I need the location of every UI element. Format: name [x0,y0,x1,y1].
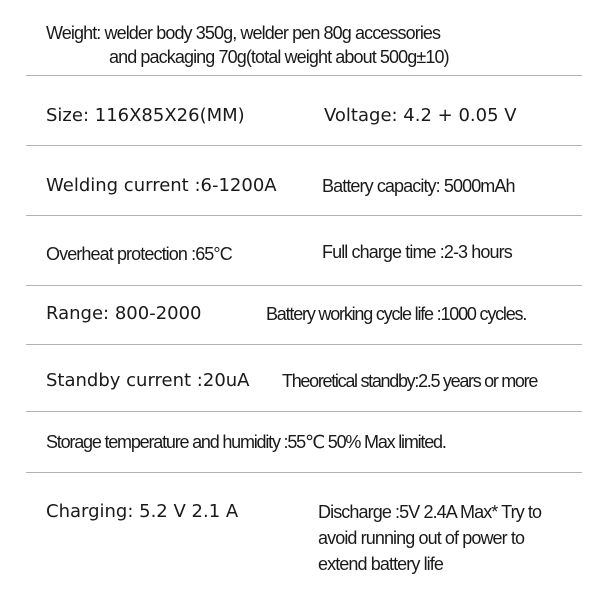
spec-charging: Charging: 5.2 V 2.1 A [46,501,239,522]
divider [26,472,582,473]
divider [26,215,582,216]
spec-size: Size: 116X85X26(MM) [46,105,245,126]
divider [26,145,582,146]
spec-overheat-protection: Overheat protection :65°C [46,244,232,264]
spec-welding-current: Welding current :6-1200A [46,175,277,196]
weight-line-2: and packaging 70g(total weight about 500g±10) [109,47,449,67]
spec-discharge-line-3: extend battery life [318,554,443,574]
spec-battery-capacity: Battery capacity: 5000mAh [322,176,515,196]
spec-range: Range: 800-2000 [46,303,202,324]
spec-discharge-line-1: Discharge :5V 2.4A Max* Try to [318,502,542,522]
divider [26,75,582,76]
spec-voltage: Voltage: 4.2 + 0.05 V [324,105,517,126]
spec-full-charge-time: Full charge time :2-3 hours [322,242,512,262]
spec-discharge-line-2: avoid running out of power to [318,528,525,548]
divider [26,411,582,412]
spec-storage: Storage temperature and humidity :55℃ 50% Max limited. [46,432,446,452]
spec-standby-current: Standby current :20uA [46,370,250,391]
spec-theoretical-standby: Theoretical standby:2.5 years or more [282,371,538,391]
divider [26,344,582,345]
spec-battery-cycle-life: Battery working cycle life :1000 cycles. [266,304,527,324]
divider [26,285,582,286]
weight-line-1: Weight: welder body 350g, welder pen 80g accessories [46,23,441,43]
